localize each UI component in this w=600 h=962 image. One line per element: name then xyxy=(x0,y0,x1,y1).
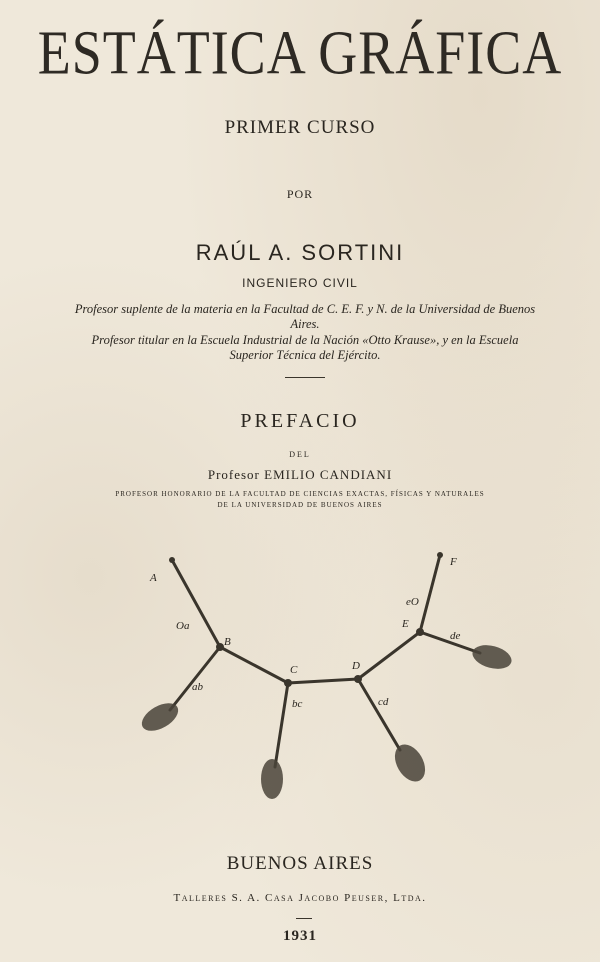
preface-of-label: DEL xyxy=(289,450,311,459)
divider xyxy=(285,377,325,378)
hand-icon xyxy=(470,641,514,673)
label-eo: eO xyxy=(406,596,419,608)
label-f: F xyxy=(450,556,457,568)
preface-author: Profesor EMILIO CANDIANI xyxy=(207,467,393,482)
label-de: de xyxy=(450,630,461,642)
divider xyxy=(296,918,312,919)
rope-bc xyxy=(275,683,288,767)
label-bc: bc xyxy=(292,698,303,710)
knot-b xyxy=(216,643,224,651)
by-label: POR xyxy=(286,187,314,201)
rope-eo xyxy=(420,555,440,632)
label-e: E xyxy=(402,618,409,630)
author-title: INGENIERO CIVIL xyxy=(242,276,358,290)
rope-oa xyxy=(172,560,220,647)
label-oa: Oa xyxy=(176,620,190,632)
hand-icon xyxy=(389,739,432,787)
knot-e xyxy=(416,628,424,636)
rope-de-segment xyxy=(358,632,420,679)
rope-ab xyxy=(170,647,220,710)
label-d: D xyxy=(352,660,360,672)
rope-bc-segment xyxy=(220,647,288,683)
label-ab: ab xyxy=(192,681,203,693)
author-credit-2: Profesor titular en la Escuela Industrial de la Nación «Otto Krause», y en la Escuela Superior Técnica del Ejército. xyxy=(91,333,519,362)
rope-cd xyxy=(358,679,400,750)
rope-cd-segment xyxy=(288,679,358,683)
book-subtitle: PRIMER CURSO xyxy=(224,117,376,138)
knot-c xyxy=(284,679,292,687)
preface-author-role-2: DE LA UNIVERSIDAD DE BUENOS AIRES xyxy=(217,501,383,509)
knot-d xyxy=(354,675,362,683)
label-a: A xyxy=(150,572,157,584)
book-title: ESTÁTICA GRÁFICA xyxy=(37,18,563,88)
funicular-polygon-figure xyxy=(120,535,540,815)
publication-city: BUENOS AIRES xyxy=(226,853,374,874)
hand-icon xyxy=(261,759,283,799)
label-b: B xyxy=(224,636,231,648)
label-cd: cd xyxy=(378,696,389,708)
author-name: RAÚL A. SORTINI xyxy=(195,240,405,265)
anchor-a xyxy=(169,557,175,563)
label-c: C xyxy=(290,664,298,676)
publication-year: 1931 xyxy=(283,928,317,944)
anchor-f xyxy=(437,552,443,558)
printer-name: Talleres S. A. Casa Jacobo Peuser, Ltda. xyxy=(173,892,427,904)
author-credit-1: Profesor suplente de la materia en la Facultad de C. E. F. y N. de la Universidad de Buenos Aires. xyxy=(74,302,536,331)
preface-heading: PREFACIO xyxy=(240,410,360,432)
preface-author-role-1: PROFESOR HONORARIO DE LA FACULTAD DE CIENCIAS EXACTAS, FÍSICAS Y NATURALES xyxy=(115,490,485,498)
